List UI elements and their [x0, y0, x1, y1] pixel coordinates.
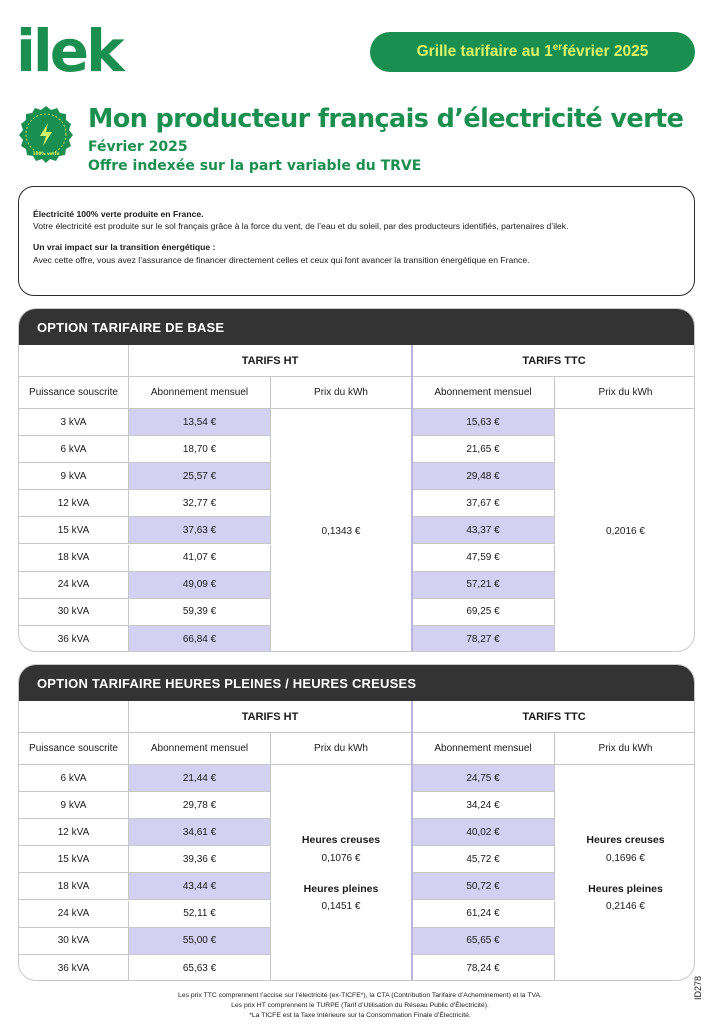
ht-abonnement-cell: 43,44 € — [129, 873, 271, 900]
ht-abonnement-cell: 32,77 € — [129, 490, 271, 517]
kva-cell: 9 kVA — [19, 463, 129, 490]
ht-abonnement-cell: 41,07 € — [129, 545, 271, 572]
base-section-title: OPTION TARIFAIRE DE BASE — [19, 309, 694, 345]
ht-abonnement-column-header: Abonnement mensuel — [129, 377, 271, 409]
kva-cell: 12 kVA — [19, 819, 129, 846]
hc-label: Heures creuses — [301, 833, 381, 846]
kva-cell: 24 kVA — [19, 572, 129, 599]
ht-abonnement-column-header: Abonnement mensuel — [129, 733, 271, 765]
hp-label: Heures pleines — [303, 882, 379, 895]
ttc-abonnement-cell: 24,75 € — [412, 765, 555, 792]
ttc-abonnement-cell: 34,24 € — [412, 792, 555, 819]
tariff-date-badge — [370, 32, 695, 72]
ht-abonnement-cell: 18,70 € — [129, 436, 271, 463]
hphc-ht-kwh-prices — [271, 765, 412, 981]
ht-abonnement-cell: 59,39 € — [129, 599, 271, 626]
badge-superscript: er — [552, 41, 563, 53]
page-subtitle-offer: Offre indexée sur la part variable du TRVE — [88, 158, 422, 174]
kva-cell: 18 kVA — [19, 545, 129, 572]
badge-prefix: Grille tarifaire au 1 — [416, 43, 553, 60]
hc-ttc-price: 0,1696 € — [606, 852, 645, 864]
ttc-abonnement-cell: 21,65 € — [412, 436, 555, 463]
hphc-section-title: OPTION TARIFAIRE HEURES PLEINES / HEURES CREUSES — [19, 665, 694, 701]
kva-cell: 30 kVA — [19, 928, 129, 955]
kva-cell: 12 kVA — [19, 490, 129, 517]
ht-abonnement-cell: 34,61 € — [129, 819, 271, 846]
ht-abonnement-cell: 37,63 € — [129, 517, 271, 544]
kva-cell: 6 kVA — [19, 765, 129, 792]
ht-abonnement-cell: 13,54 € — [129, 409, 271, 436]
ttc-abonnement-cell: 47,59 € — [412, 545, 555, 572]
hphc-ttc-header: TARIFS TTC — [412, 701, 695, 733]
base-tariff-section — [18, 308, 695, 652]
hp-ttc-price: 0,2146 € — [606, 901, 645, 913]
ht-abonnement-cell: 65,63 € — [129, 955, 271, 981]
ttc-abonnement-cell: 78,27 € — [412, 626, 555, 652]
document-id: ID278 — [693, 975, 703, 1000]
kva-cell: 6 kVA — [19, 436, 129, 463]
kva-cell: 18 kVA — [19, 873, 129, 900]
ttc-abonnement-cell: 50,72 € — [412, 873, 555, 900]
kva-cell: 36 kVA — [19, 955, 129, 981]
ttc-abonnement-cell: 65,65 € — [412, 928, 555, 955]
kva-cell: 15 kVA — [19, 517, 129, 544]
ht-abonnement-cell: 25,57 € — [129, 463, 271, 490]
info-heading-impact: Un vrai impact sur la transition énergétique : — [33, 242, 216, 253]
ht-abonnement-cell: 66,84 € — [129, 626, 271, 652]
puissance-column-header: Puissance souscrite — [19, 733, 129, 765]
info-heading-green: Électricité 100% verte produite en France. — [33, 209, 204, 219]
base-ttc-header: TARIFS TTC — [412, 345, 695, 377]
ilek-logo: ilek — [16, 17, 122, 85]
footer-notes — [0, 991, 720, 1021]
base-ttc-kwh-price: 0,2016 € — [606, 525, 645, 537]
ttc-abonnement-cell: 15,63 € — [412, 409, 555, 436]
empty-header-cell — [19, 701, 129, 733]
ht-prix-column-header: Prix du kWh — [271, 377, 412, 409]
kva-cell: 30 kVA — [19, 599, 129, 626]
info-text-green: Votre électricité est produite sur le sol français grâce à la force du vent, de l’eau et du soleil, par des producteurs identifiés, partenaires d’ilek. — [33, 221, 569, 232]
kva-cell: 24 kVA — [19, 901, 129, 928]
ht-abonnement-cell: 55,00 € — [129, 928, 271, 955]
ttc-abonnement-cell: 61,24 € — [412, 901, 555, 928]
ht-abonnement-cell: 52,11 € — [129, 901, 271, 928]
ttc-abonnement-cell: 40,02 € — [412, 819, 555, 846]
footer-line-ht: Les prix HT comprennent le TURPE (Tarif d’Utilisation du Réseau Public d’Électricité). — [231, 1001, 489, 1009]
hphc-ttc-kwh-prices — [555, 765, 695, 981]
ttc-abonnement-cell: 43,37 € — [412, 517, 555, 544]
ttc-prix-column-header: Prix du kWh — [555, 377, 695, 409]
ht-abonnement-cell: 49,09 € — [129, 572, 271, 599]
hphc-tariff-section — [18, 664, 695, 981]
seal-text: 100% verte — [32, 151, 60, 156]
hphc-ht-header: TARIFS HT — [129, 701, 412, 733]
base-ht-kwh-price: 0,1343 € — [271, 409, 412, 652]
hphc-tariff-table — [19, 701, 694, 981]
ttc-abonnement-column-header: Abonnement mensuel — [412, 733, 555, 765]
ht-abonnement-cell: 29,78 € — [129, 792, 271, 819]
ttc-abonnement-cell: 29,48 € — [412, 463, 555, 490]
ttc-abonnement-cell: 78,24 € — [412, 955, 555, 981]
hc-label: Heures creuses — [586, 833, 665, 846]
ht-abonnement-cell: 39,36 € — [129, 846, 271, 873]
puissance-column-header: Puissance souscrite — [19, 377, 129, 409]
info-box — [18, 186, 695, 296]
empty-header-cell — [19, 345, 129, 377]
green-energy-seal-icon — [16, 104, 76, 164]
badge-suffix: février 2025 — [562, 43, 649, 60]
ht-abonnement-cell: 21,44 € — [129, 765, 271, 792]
base-ht-header: TARIFS HT — [129, 345, 412, 377]
ht-prix-column-header: Prix du kWh — [271, 733, 412, 765]
kva-cell: 9 kVA — [19, 792, 129, 819]
ht-ttc-divider — [411, 701, 413, 981]
base-tariff-table — [19, 345, 694, 652]
ttc-prix-column-header: Prix du kWh — [555, 733, 695, 765]
info-text-impact: Avec cette offre, vous avez l’assurance de financer directement celles et ceux qui font avancer la transition énergétique en France. — [33, 254, 530, 265]
ttc-abonnement-column-header: Abonnement mensuel — [412, 377, 555, 409]
page-title: Mon producteur français d’électricité verte — [88, 104, 684, 134]
ttc-abonnement-cell: 45,72 € — [412, 846, 555, 873]
kva-cell: 36 kVA — [19, 626, 129, 652]
ht-ttc-divider — [411, 345, 413, 652]
kva-cell: 3 kVA — [19, 409, 129, 436]
kva-cell: 15 kVA — [19, 846, 129, 873]
ttc-abonnement-cell: 37,67 € — [412, 490, 555, 517]
hp-label: Heures pleines — [588, 882, 663, 895]
hc-ht-price: 0,1076 € — [321, 852, 361, 864]
hp-ht-price: 0,1451 € — [321, 901, 361, 913]
footer-line-ticfe: *La TICFE est la Taxe Intérieure sur la Consommation Finale d’Électricité. — [249, 1011, 471, 1019]
page-subtitle-date: Février 2025 — [88, 139, 188, 155]
ttc-abonnement-cell: 57,21 € — [412, 572, 555, 599]
footer-line-ttc: Les prix TTC comprennent l’accise sur l’électricité (ex-TICFE*), la CTA (Contribution Tarifaire d’Acheminement) et la TVA. — [178, 992, 542, 999]
ttc-abonnement-cell: 69,25 € — [412, 599, 555, 626]
